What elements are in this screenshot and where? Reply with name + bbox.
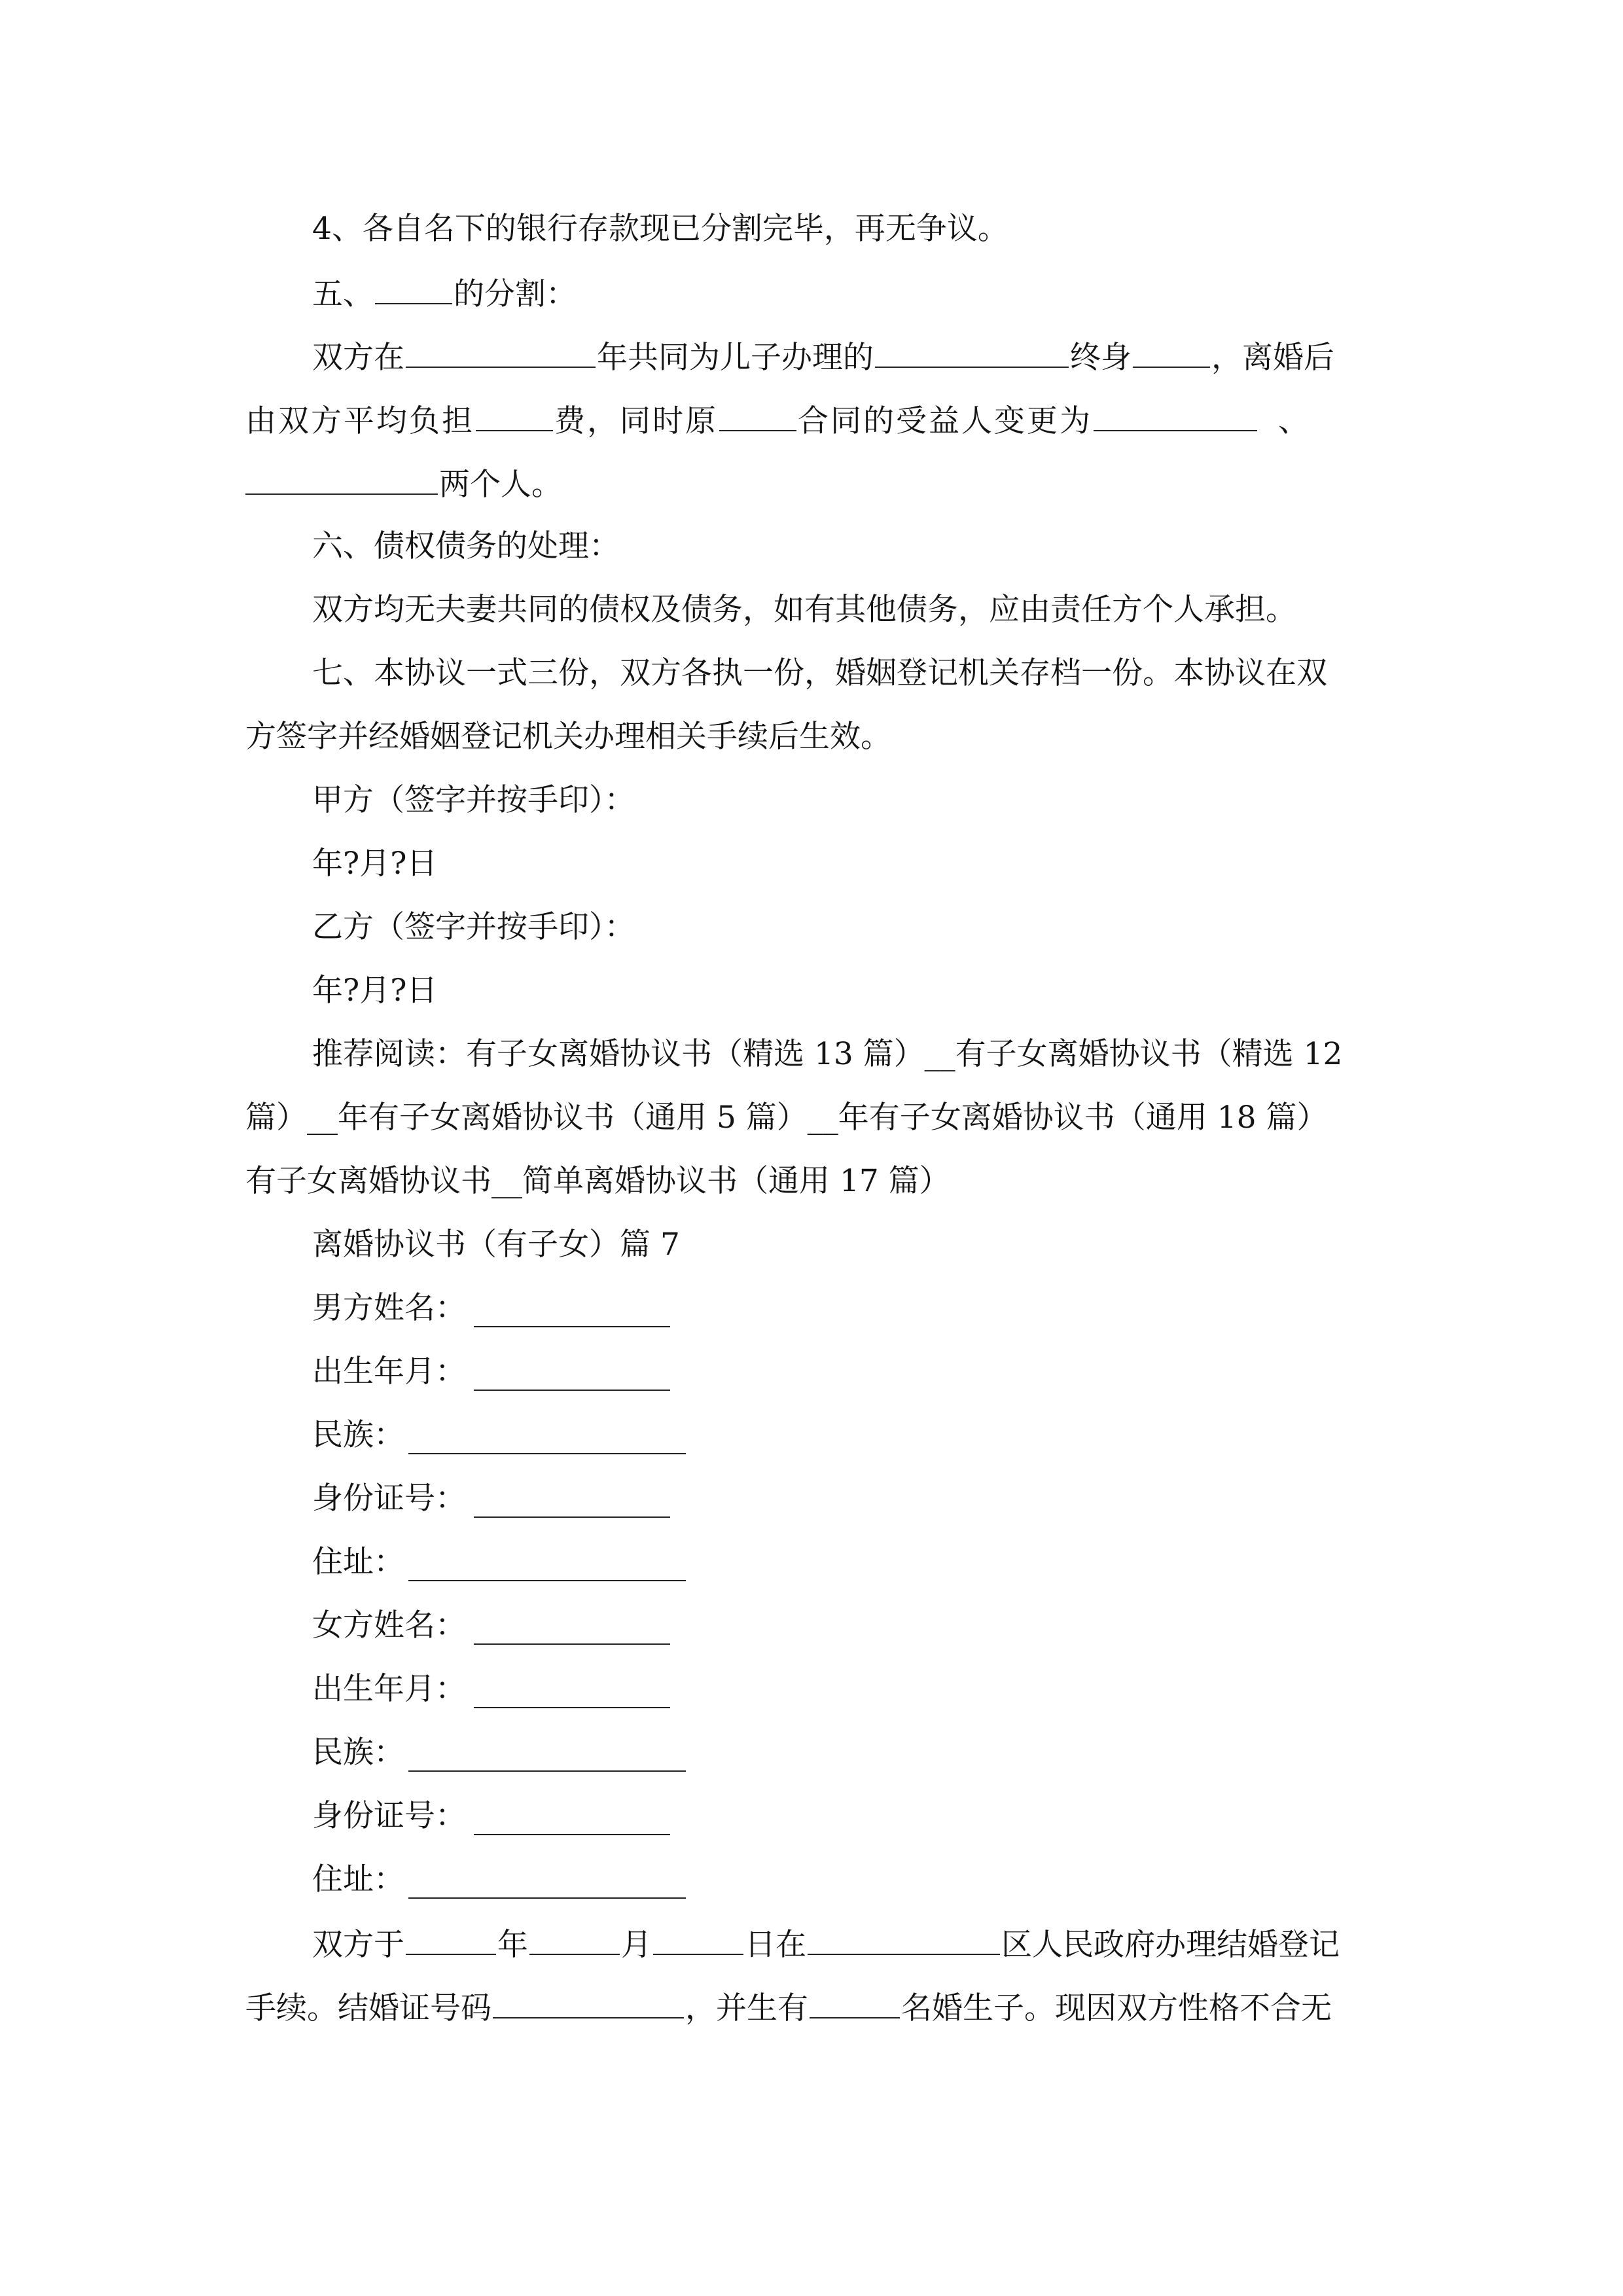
text-segment: ，并生有 [685, 1990, 808, 2026]
blank-field [375, 272, 452, 304]
text-segment: 费，同时原 [554, 403, 718, 439]
male-ethnic-label: 民族： [312, 1417, 404, 1453]
male-id-label: 身份证号： [312, 1480, 466, 1516]
female-birth-label: 出生年月： [312, 1671, 466, 1707]
blank-field [653, 1922, 743, 1955]
text-segment: 双方于 [312, 1927, 404, 1963]
party-b-date: 年?月?日 [312, 973, 438, 1009]
section-7-line-2: 方签字并经婚姻登记机关办理相关手续后生效。 [245, 719, 891, 755]
text-segment: 年共同为儿子办理的 [597, 340, 874, 376]
blank-field [493, 1986, 684, 2018]
section-5-heading [312, 272, 577, 315]
party-a-signature: 甲方（签字并按手印）： [312, 782, 635, 818]
blank-field [875, 335, 1069, 368]
male-birth-label: 出生年月： [312, 1354, 466, 1390]
recommended-line-2: 篇）__年有子女离婚协议书（通用 5 篇）__年有子女离婚协议书（通用 18 篇） [245, 1100, 1328, 1136]
section-title-7: 离婚协议书（有子女）篇 7 [312, 1227, 680, 1263]
text-segment: 合同的受益人变更为 [798, 403, 1092, 439]
blank-field [406, 1922, 496, 1955]
female-name-blank [474, 1643, 670, 1645]
text-segment: 年 [497, 1927, 528, 1963]
male-id-blank [474, 1516, 670, 1518]
male-name-label: 男方姓名： [312, 1290, 466, 1326]
blank-field [406, 335, 596, 368]
male-address-label: 住址： [312, 1544, 404, 1580]
text-segment: 由双方平均负担 [245, 403, 474, 439]
debt-text: 双方均无夫妻共同的债权及债务，如有其他债务，应由责任方个人承担。 [312, 592, 1296, 628]
certificate-line [245, 1986, 1332, 2030]
blank-field [476, 399, 553, 431]
text-segment: 双方在 [312, 340, 404, 376]
text-segment: 区人民政府办理结婚登记 [1001, 1927, 1340, 1963]
male-ethnic-blank [408, 1453, 686, 1454]
blank-field [1094, 399, 1257, 431]
recommended-line-1: 推荐阅读：有子女离婚协议书（精选 13 篇）__有子女离婚协议书（精选 12 [312, 1036, 1343, 1072]
blank-field [1133, 335, 1210, 368]
blank-field [719, 399, 796, 431]
text-segment: 、 [1278, 403, 1311, 439]
male-name-blank [474, 1326, 670, 1327]
recommended-line-3: 有子女离婚协议书__简单离婚协议书（通用 17 篇） [245, 1163, 950, 1199]
clause-4-text: 4、各自名下的银行存款现已分割完毕，再无争议。 [312, 211, 1008, 247]
section-5-suffix: 的分割： [454, 276, 577, 312]
text-segment: 终身 [1070, 340, 1132, 376]
female-ethnic-blank [408, 1770, 686, 1772]
text-segment: ，离婚后 [1211, 340, 1334, 376]
text-segment: 名婚生子。现因双方性格不合无 [901, 1990, 1332, 2026]
insurance-line-2 [245, 399, 1311, 442]
section-7-line-1: 七、本协议一式三份，双方各执一份，婚姻登记机关存档一份。本协议在双 [312, 655, 1327, 691]
party-a-date: 年?月?日 [312, 846, 438, 882]
text-segment: 两个人。 [439, 467, 562, 503]
male-address-blank [408, 1580, 686, 1581]
section-5-prefix: 五、 [312, 276, 374, 312]
registration-line [312, 1922, 1340, 1966]
female-address-label: 住址： [312, 1861, 404, 1897]
blank-field [245, 462, 438, 495]
male-birth-blank [474, 1390, 670, 1391]
female-id-blank [474, 1834, 670, 1835]
blank-field [808, 1922, 1000, 1955]
text-segment: 手续。结婚证号码 [245, 1990, 491, 2026]
insurance-line-3 [245, 462, 562, 506]
female-birth-blank [474, 1707, 670, 1708]
female-address-blank [408, 1897, 686, 1899]
female-ethnic-label: 民族： [312, 1734, 404, 1770]
blank-field [810, 1986, 900, 2018]
blank-field [529, 1922, 620, 1955]
female-id-label: 身份证号： [312, 1798, 466, 1834]
party-b-signature: 乙方（签字并按手印）： [312, 909, 635, 945]
female-name-label: 女方姓名： [312, 1607, 466, 1643]
text-segment: 月 [621, 1927, 652, 1963]
section-6-heading: 六、债权债务的处理： [312, 528, 620, 564]
text-segment: 日在 [745, 1927, 806, 1963]
insurance-line-1 [312, 335, 1334, 379]
